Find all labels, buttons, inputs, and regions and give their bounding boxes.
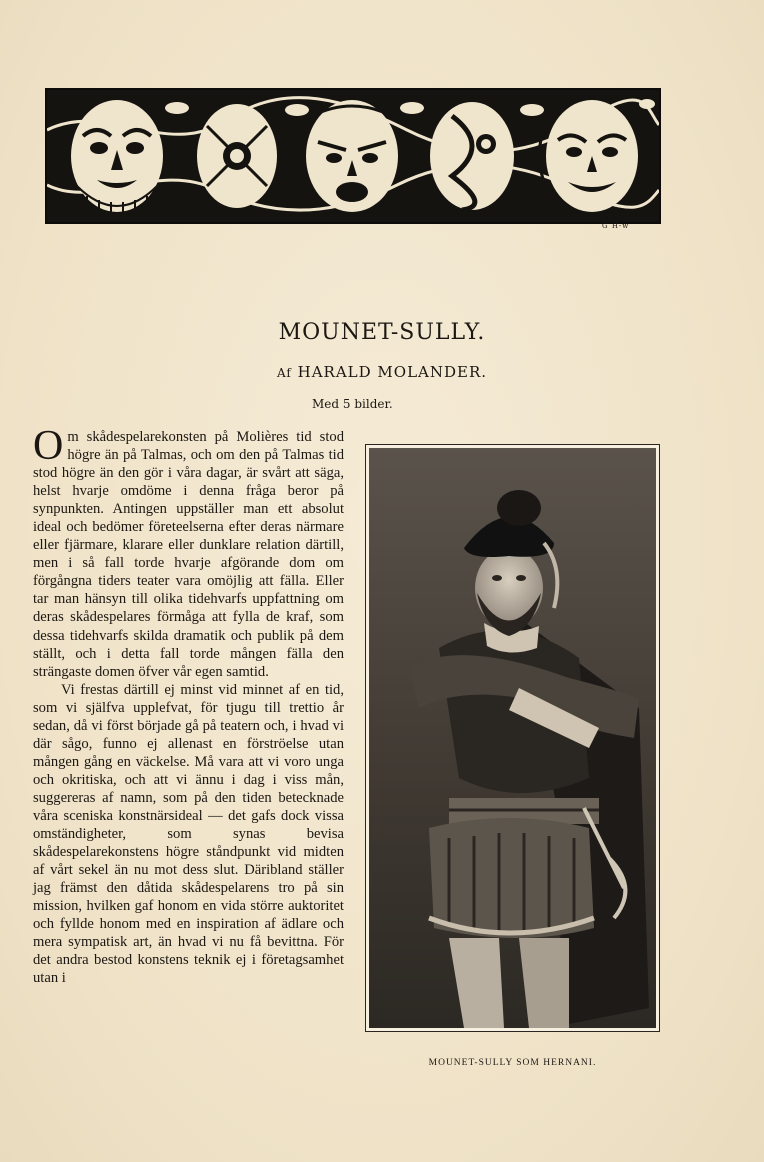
article-title: MOUNET-SULLY. — [278, 320, 486, 345]
paragraph-text: m skådespelarekonsten på Molières tid stod högre än på Talmas, och om den på Talmas tid stod högre än den gör i våra dagar, är svårt att säga, helst hvarje omdöme i denna fråga beror på synpunkten. Antingen uppställer man ett absolut ideal och bedömer företeelserna efter deras närmare eller fjärmare, klarare eller dunklare relation därtill, men i så fall torde hvarje afgörande dom om förgångna tiders teater vara omöjlig att fälla. Eller tar man hänsyn till olika tidehvarfs uppfattning om deras skådespelares förmåga att fylla de kraf, som dessa tidehvarfs skilda dramatik och publik på dem ställt, och i detta fall torde mången fälla den strängaste domen öfver vår egen samtid. — [33, 429, 344, 680]
images-note: Med 5 bilder. — [312, 397, 393, 411]
byline-author: HARALD MOLANDER. — [297, 363, 488, 381]
paragraph — [33, 423, 344, 681]
article-body — [33, 423, 344, 987]
drop-cap: O — [33, 423, 64, 469]
portrait-photo-icon — [369, 448, 656, 1028]
mask-ornament-icon — [47, 90, 659, 222]
byline — [0, 363, 764, 381]
portrait-photograph — [365, 444, 660, 1032]
byline-prefix: Af — [276, 366, 292, 380]
photo-caption: MOUNET-SULLY SOM HERNANI. — [428, 1058, 597, 1068]
theatre-masks-ornament — [45, 88, 661, 224]
artist-monogram: G H-w — [602, 222, 630, 230]
paragraph: Vi frestas därtill ej minst vid minnet af en tid, som vi själfva upplefvat, för tjugu till trettio år sedan, då vi först började gå på teatern och, i hvad vi där sågo, funno ej allenast en förströelse utan mången gång en väckelse. Må vara att vi voro unga och okritiska, och att vi ännu i dag i viss mån, suggereras af namn, som på den tiden betecknade våra sceniska konstnärsideal — det gafs dock vissa omständigheter, som synas bevisa skådespelarekonstens högre ståndpunkt vid midten af vårt sekel än nu mot dess slut. Däribland ställer jag främst den dåtida skådespelarens tro på sin mission, hvilken gaf honom en vida större auktoritet och fyllde honom med en inspiration af ädlare och mera sympatisk art, än hvad vi nu få bevittna. För det andra bestod konstens teknik ej i företagsamhet utan i — [33, 681, 344, 987]
